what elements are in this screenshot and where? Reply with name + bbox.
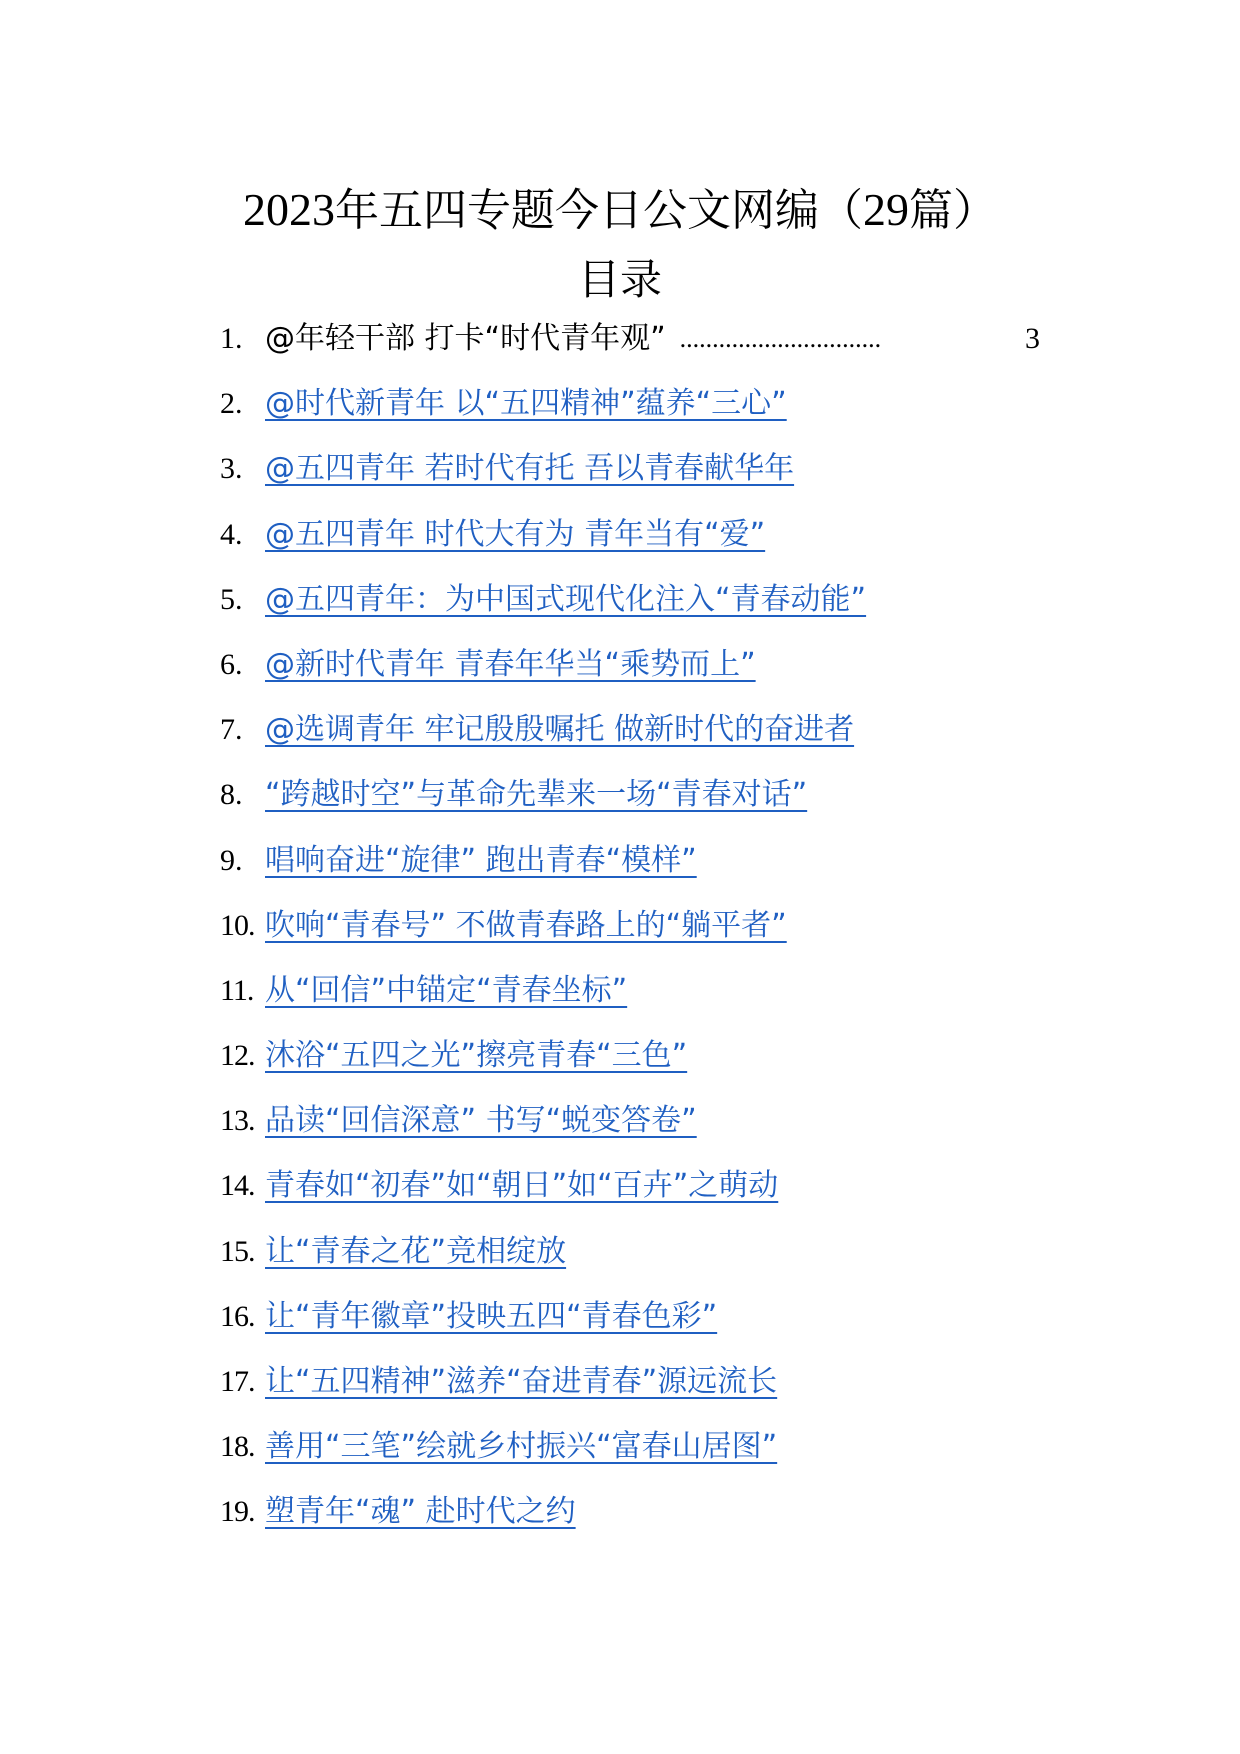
toc-entry[interactable] bbox=[220, 318, 1040, 383]
toc-entry-number: 8. bbox=[220, 778, 243, 812]
toc-entry[interactable] bbox=[220, 1231, 1040, 1296]
toc-entry-link[interactable]: 从“回信”中锚定“青春坐标” bbox=[265, 972, 628, 1008]
toc-entry-number: 12. bbox=[220, 1039, 255, 1073]
toc-entry[interactable] bbox=[220, 1100, 1040, 1165]
toc-entry-link[interactable]: 品读“回信深意” 书写“蜕变答卷” bbox=[265, 1103, 697, 1139]
toc-entry[interactable] bbox=[220, 1165, 1040, 1230]
title-middle: 年五四专题今日公文网编（ bbox=[335, 185, 863, 236]
toc-entry-link[interactable]: @五四青年 时代大有为 青年当有“爱” bbox=[265, 516, 766, 552]
toc-entry[interactable] bbox=[220, 840, 1040, 905]
toc-entry-number: 16. bbox=[220, 1299, 255, 1333]
toc-entry-number: 19. bbox=[220, 1495, 255, 1529]
toc-entry[interactable] bbox=[220, 1361, 1040, 1426]
toc-entry[interactable] bbox=[220, 905, 1040, 970]
toc-leader-dots: ............................... bbox=[679, 324, 882, 353]
toc-entry[interactable] bbox=[220, 1426, 1040, 1491]
toc-entry[interactable] bbox=[220, 1035, 1040, 1100]
title-count: 29 bbox=[863, 184, 909, 235]
toc-entry-title[interactable]: @年轻干部 打卡“时代青年观” bbox=[265, 321, 666, 356]
toc-entry-link[interactable]: “跨越时空”与革命先辈来一场“青春对话” bbox=[265, 777, 808, 813]
toc-entry-number: 4. bbox=[220, 517, 243, 551]
toc-entry-number: 18. bbox=[220, 1430, 255, 1464]
toc-entry-link[interactable]: @选调青年 牢记殷殷嘱托 做新时代的奋进者 bbox=[265, 712, 855, 748]
toc-entry[interactable] bbox=[220, 1491, 1040, 1556]
toc-entry-link[interactable]: 让“青春之花”竞相绽放 bbox=[265, 1233, 567, 1269]
toc-heading: 目录 bbox=[577, 255, 662, 304]
toc-entry[interactable] bbox=[220, 1296, 1040, 1361]
title-end: 篇） bbox=[909, 185, 997, 236]
toc-entry[interactable] bbox=[220, 970, 1040, 1035]
toc-entry-number: 11. bbox=[220, 973, 254, 1007]
toc-entry[interactable] bbox=[220, 514, 1040, 579]
toc-entry-link[interactable]: @新时代青年 青春年华当“乘势而上” bbox=[265, 646, 756, 682]
toc-entry-link[interactable]: @时代新青年 以“五四精神”蕴养“三心” bbox=[265, 386, 787, 422]
toc-entry[interactable] bbox=[220, 709, 1040, 774]
toc-entry-number: 7. bbox=[220, 713, 243, 747]
toc-entry-link[interactable]: @五四青年：为中国式现代化注入“青春动能” bbox=[265, 581, 867, 617]
toc-entry-number: 1. bbox=[220, 322, 243, 355]
toc-entry-number: 6. bbox=[220, 647, 243, 681]
toc-entry[interactable] bbox=[220, 579, 1040, 644]
table-of-contents bbox=[220, 318, 1040, 1557]
toc-entry[interactable] bbox=[220, 644, 1040, 709]
toc-entry-link[interactable]: 吹响“青春号” 不做青春路上的“躺平者” bbox=[265, 907, 787, 943]
toc-entry-link[interactable]: 唱响奋进“旋律” 跑出青春“模样” bbox=[265, 842, 697, 878]
toc-page-number: 3 bbox=[1025, 322, 1040, 355]
toc-entry-number: 13. bbox=[220, 1104, 255, 1138]
toc-entry-link[interactable]: @五四青年 若时代有托 吾以青春献华年 bbox=[265, 451, 795, 487]
toc-entry-number: 10. bbox=[220, 908, 255, 942]
toc-entry[interactable] bbox=[220, 448, 1040, 513]
toc-entry-link[interactable]: 塑青年“魂” 赴时代之约 bbox=[265, 1494, 576, 1530]
toc-entry-link[interactable]: 让“青年徽章”投映五四“青春色彩” bbox=[265, 1298, 718, 1334]
toc-entry[interactable] bbox=[220, 383, 1040, 448]
toc-entry-link[interactable]: 让“五四精神”滋养“奋进青春”源远流长 bbox=[265, 1364, 778, 1399]
toc-entry[interactable] bbox=[220, 774, 1040, 839]
toc-entry-link[interactable]: 青春如“初春”如“朝日”如“百卉”之萌动 bbox=[265, 1168, 779, 1204]
toc-entry-number: 14. bbox=[220, 1169, 255, 1203]
toc-entry-number: 9. bbox=[220, 843, 243, 877]
toc-entry-number: 3. bbox=[220, 452, 243, 486]
toc-entry-link[interactable]: 沐浴“五四之光”擦亮青春“三色” bbox=[265, 1038, 688, 1074]
title-year: 2023 bbox=[243, 184, 335, 235]
document-title bbox=[0, 180, 1240, 241]
toc-entry-number: 5. bbox=[220, 582, 243, 616]
toc-entry-link[interactable]: 善用“三笔”绘就乡村振兴“富春山居图” bbox=[265, 1429, 778, 1465]
toc-entry-number: 15. bbox=[220, 1234, 255, 1268]
toc-entry-number: 17. bbox=[220, 1365, 255, 1398]
toc-entry-number: 2. bbox=[220, 387, 243, 421]
